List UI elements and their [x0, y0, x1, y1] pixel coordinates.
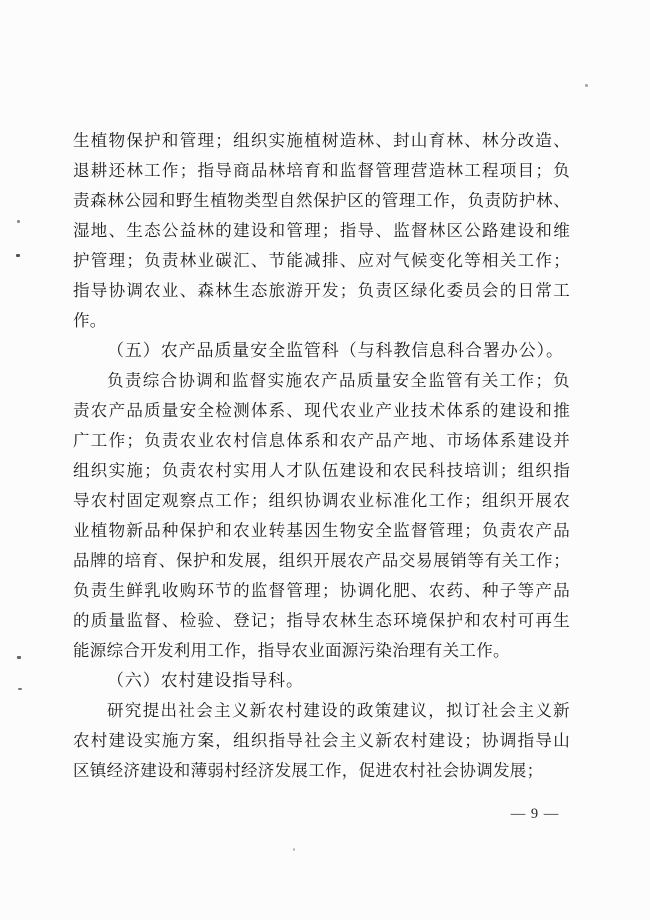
page-number: — 9 — — [510, 806, 560, 822]
scan-speck — [16, 254, 20, 257]
text-line: 品牌的培育、保护和发展，组织开展农产品交易展销等有关工作； — [73, 551, 570, 570]
text-line: 护管理；负责林业碳汇、节能减排、应对气候变化等相关工作； — [73, 251, 570, 270]
text-line: 退耕还林工作；指导商品林培育和监督管理营造林工程项目；负 — [73, 161, 570, 180]
text-line: 负责生鲜乳收购环节的监督管理；协调化肥、农药、种子等产品 — [73, 581, 570, 600]
text-line: 生植物保护和管理；组织实施植树造林、封山育林、林分改造、 — [73, 131, 570, 150]
text-line: 责森林公园和野生植物类型自然保护区的管理工作，负责防护林、 — [73, 191, 570, 210]
scan-speck — [17, 220, 20, 223]
scan-speck — [17, 656, 21, 659]
text-line: 区镇经济建设和薄弱村经济发展工作，促进农村社会协调发展； — [73, 761, 544, 780]
text-line: 组织实施；负责农村实用人才队伍建设和农民科技培训；组织指 — [73, 461, 570, 480]
text-line: 能源综合开发利用工作，指导农业面源污染治理有关工作。 — [73, 641, 510, 660]
text-line: 研究提出社会主义新农村建设的政策建议，拟订社会主义新 — [107, 701, 570, 720]
text-line: 指导协调农业、森林生态旅游开发；负责区绿化委员会的日常工 — [73, 281, 570, 300]
text-line: 湿地、生态公益林的建设和管理；指导、监督林区公路建设和维 — [73, 221, 570, 240]
text-line: 的质量监督、检验、登记；指导农林生态环境保护和农村可再生 — [73, 611, 570, 630]
scan-speck — [585, 84, 588, 87]
text-line: 农村建设实施方案，组织指导社会主义新农村建设；协调指导山 — [73, 731, 570, 750]
text-line: 广工作；负责农业农村信息体系和农产品产地、市场体系建设并 — [73, 431, 570, 450]
text-line: 导农村固定观察点工作；组织协调农业标准化工作；组织开展农 — [73, 491, 570, 510]
text-line: 作。 — [73, 311, 107, 330]
text-line: 责农产品质量安全检测体系、现代农业产业技术体系的建设和推 — [73, 401, 570, 420]
text-line: 业植物新品种保护和农业转基因生物安全监督管理；负责农产品 — [73, 521, 570, 540]
scan-speck — [293, 848, 295, 851]
document-body — [73, 126, 570, 786]
text-line: 负责综合协调和监督实施农产品质量安全监管有关工作；负 — [107, 371, 570, 390]
section-heading: （五）农产品质量安全监管科（与科教信息科合署办公）。 — [107, 341, 564, 360]
scan-speck — [18, 688, 22, 690]
section-heading: （六）农村建设指导科。 — [107, 671, 304, 690]
